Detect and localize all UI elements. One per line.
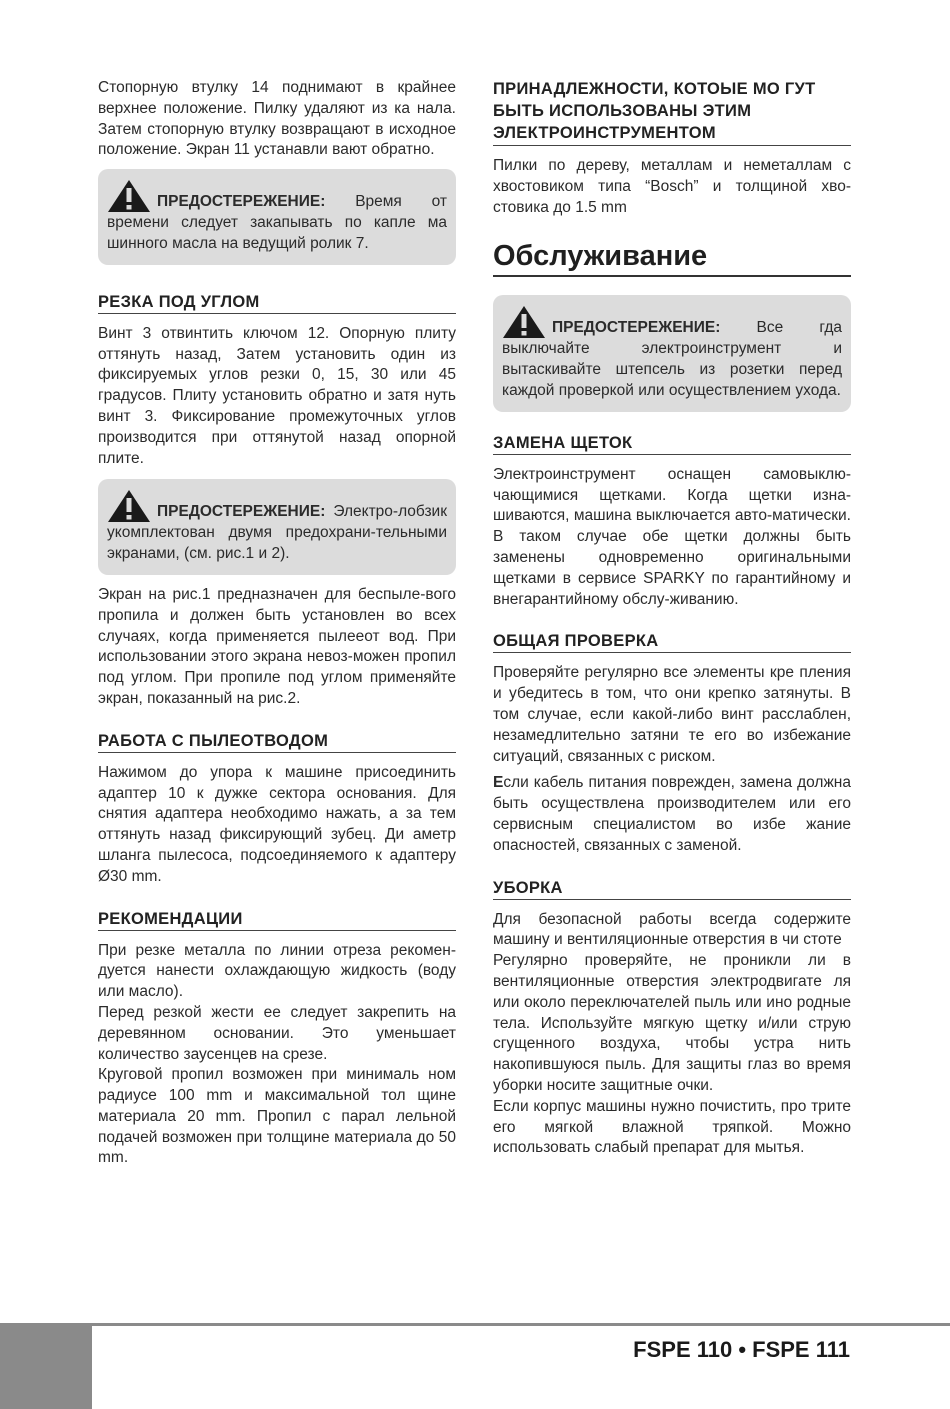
heading-brush-replacement: ЗАМЕНА ЩЕТОК	[493, 434, 851, 455]
left-column	[98, 78, 456, 1169]
paragraph-recommendation-sheet: Перед резкой жести ее следует закрепить на деревянном основании. Это уменьшает количество заусенцев на срезе.	[98, 1003, 456, 1063]
warning-box-unplug	[493, 295, 851, 411]
paragraph-screen: Экран на рис.1 предназначен для беспыле-вого пропила и должен быть установлен во всех случаях, когда применяется пылеeот вод. При использовании этого экрана невоз-можен пропил под углом. При пропиле под углом применяйте экран, показанный на рис.2.	[98, 585, 456, 707]
paragraph-angle-cut: Винт 3 отвинтить ключом 12. Опорную плиту оттянуть назад, Затем установить один из фиксируемых углов резки 0, 15, 30 или 45 градусов. Плиту установить обратно и затя нуть винт 3. Фиксирование промежуточных углов производится при оттянутой назад опорной плите.	[98, 324, 456, 467]
warning-label: ПРЕДОСТЕРЕЖЕНИЕ:	[552, 319, 721, 337]
warning-text: Все гда выключайте электроинструмент и вытаскивайте штепсель из розетки перед каждой проверкой или осуществлением ухода.	[502, 319, 842, 399]
paragraph-dust-extraction: Нажимом до упора к машине присоединить адаптер 10 к дужке сектора основания. Для снятия адаптера необходимо нажать, а за тем оттянуть назад фиксирующий зубец. Ди аметр шланга пылесоса, подсоединяемого к адаптеру Ø30 mm.	[98, 763, 456, 885]
footer-model-name: FSPE 110 • FSPE 111	[633, 1337, 850, 1362]
warning-text: Время от времени следует закапывать по капле ма шинного масла на ведущий ролик 7.	[107, 193, 447, 252]
warning-label: ПРЕДОСТЕРЕЖЕНИЕ:	[157, 193, 326, 211]
heading-angle-cut: РЕЗКА ПОД УГЛОМ	[98, 293, 456, 314]
paragraph-recommendation-circular: Круговой пропил возможен при минималь ном радиусе 100 mm и максимальной тол щине материала 20 mm. Пропил с парал лельной подачей возможен при толщине материала до 50 mm.	[98, 1066, 456, 1167]
paragraph-brush-replacement: Электроинструмент оснащен самовыклю-чающимися щетками. Когда щетки изна-шиваются, машина выключается авто-матически. В таком случае обе щетки должны быть заменены одновременно оригинальными щетками в сервисе SPARKY по гарантийному и внегарантийному обслу-живанию.	[493, 465, 851, 608]
warning-text: Электро-лобзик укомплектован двумя предохрани-тельными экранами, (см. рис.1 и 2).	[107, 503, 447, 563]
heading-accessories: ПРИНАДЛЕЖНОСТИ, КОТОЫЕ МО ГУТ БЫТЬ ИСПОЛЬЗОВАНЫ ЭТИМ ЭЛЕКТРОИНСТРУМЕНТОМ	[493, 78, 851, 146]
right-column	[493, 78, 851, 1159]
paragraph-blade-removal: Стопорную втулку 14 поднимают в крайнее верхнее положение. Пилку удаляют из ка нала. Затем стопорную втулку возвращают в исходное положение. Экран 11 устанавли вают обратно.	[98, 79, 456, 159]
warning-box-screens	[98, 479, 456, 575]
cable-damage-text: сли кабель питания поврежден, замена должна быть осуществлена производителем или его сервисным специалистом во избе жание опасностей, связанных с заменой.	[493, 774, 851, 854]
paragraph-cleaning-vents: Регулярно проверяйте, не проникли ли в вентиляционные отверстия электродвигате ля или около переключателей пыль или ино родные тела. Используйте мягкую щетку и/или струю сгущенного воздуха, чтобы устра нить накопившуюся пыль. Для защиты глаз во время уборки носите защитные очки.	[493, 952, 851, 1094]
heading-recommendations: РЕКОМЕНДАЦИИ	[98, 910, 456, 931]
paragraph-cleaning-safe: Для безопасной работы всегда содержите машину и вентиляционные отверстия в чи стоте	[493, 910, 851, 949]
footer-rule	[92, 1323, 950, 1326]
heading-maintenance: Обслуживание	[493, 240, 851, 277]
warning-triangle-icon	[107, 179, 151, 213]
paragraph-cleaning-housing: Если корпус машины нужно почистить, про трите его мягкой влажной тряпкой. Можно использовать слабый препарат для мытья.	[493, 1097, 851, 1157]
footer-page-tab	[0, 1323, 92, 1409]
heading-dust-extraction: РАБОТА С ПЫЛЕОТВОДОМ	[98, 732, 456, 753]
warning-triangle-icon	[107, 489, 151, 523]
paragraph-general-check: Проверяйте регулярно все элементы кре пления и убедитесь в том, что они крепко затянуты. В том случае, если какой-либо винт расслаблен, незамедлительно затяни те его во избежание ситуаций, связанных с риском.	[493, 664, 851, 765]
warning-label: ПРЕДОСТЕРЕЖЕНИЕ:	[157, 503, 326, 521]
heading-general-check: ОБЩАЯ ПРОВЕРКА	[493, 632, 851, 653]
heading-cleaning: УБОРКА	[493, 879, 851, 900]
warning-triangle-icon	[502, 305, 546, 339]
drop-cap: Е	[493, 774, 504, 792]
warning-box-oil	[98, 169, 456, 265]
paragraph-accessories: Пилки по дереву, металлам и неметаллам с хвостовиком типа “Bosch” и толщиной хво-стовика до 1.5 mm	[493, 157, 851, 216]
paragraph-cable-damage	[493, 773, 851, 856]
paragraph-recommendation-metal: При резке металла по линии отреза рекомен-дуется нанести охлаждающую жидкость (воду или масло).	[98, 941, 456, 1001]
